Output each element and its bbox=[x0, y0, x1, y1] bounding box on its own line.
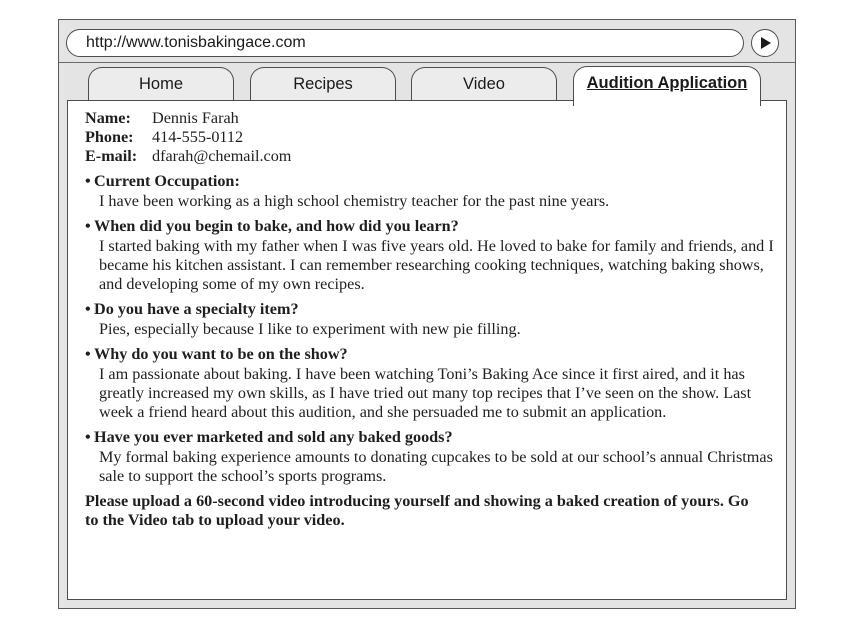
address-bar[interactable]: http://www.tonisbakingace.com bbox=[66, 29, 744, 57]
question-specialty bbox=[85, 300, 781, 339]
tab-video[interactable]: Video bbox=[411, 67, 557, 101]
question-title: Do you have a specialty item? bbox=[94, 300, 299, 318]
tab-home[interactable]: Home bbox=[88, 67, 234, 101]
play-arrow-icon bbox=[757, 35, 773, 51]
phone-value: 414-555-0112 bbox=[152, 128, 244, 146]
phone-label: Phone: bbox=[85, 128, 134, 146]
phone-row bbox=[85, 128, 781, 147]
email-label: E-mail: bbox=[85, 147, 138, 165]
question-answer: My formal baking experience amounts to donating cupcakes to be sold at our school’s annual Christmas sale to support the school’s sports programs. bbox=[99, 448, 773, 485]
question-title: Have you ever marketed and sold any baked goods? bbox=[94, 428, 453, 446]
question-answer: I have been working as a high school chemistry teacher for the past nine years. bbox=[99, 192, 610, 210]
question-why-show bbox=[85, 345, 781, 422]
email-row bbox=[85, 147, 781, 166]
question-begin-bake bbox=[85, 217, 781, 294]
tab-audition-application[interactable]: Audition Application bbox=[573, 66, 761, 106]
tabs-divider bbox=[59, 62, 795, 63]
name-value: Dennis Farah bbox=[152, 109, 239, 127]
question-occupation bbox=[85, 172, 781, 211]
question-title: Current Occupation: bbox=[94, 172, 240, 190]
email-value: dfarah@chemail.com bbox=[152, 147, 292, 165]
name-row bbox=[85, 109, 781, 128]
question-answer: I started baking with my father when I was five years old. He loved to bake for family and friends, and I became his kitchen assistant. I can remember researching cooking techniques, watching baking shows, and developing some of my own recipes. bbox=[99, 237, 774, 293]
question-marketed bbox=[85, 428, 781, 486]
bullet-marker: • bbox=[85, 217, 91, 235]
bullet-marker: • bbox=[85, 172, 91, 190]
upload-instructions: Please upload a 60-second video introducing yourself and showing a baked creation of yours. Go to the Video tab to upload your video. bbox=[85, 492, 749, 529]
name-label: Name: bbox=[85, 109, 131, 127]
question-answer: I am passionate about baking. I have been watching Toni’s Baking Ace since it first aired, and it has greatly increased my own skills, as I have tried out many top recipes that I’ve seen on the show. Last week a friend heard about this audition, and she persuaded me to submit an application. bbox=[99, 365, 752, 421]
question-title: Why do you want to be on the show? bbox=[94, 345, 348, 363]
tab-recipes[interactable]: Recipes bbox=[250, 67, 396, 101]
question-answer: Pies, especially because I like to experiment with new pie filling. bbox=[99, 320, 521, 338]
bullet-marker: • bbox=[85, 345, 91, 363]
question-title: When did you begin to bake, and how did you learn? bbox=[94, 217, 459, 235]
go-button[interactable] bbox=[751, 29, 779, 57]
application-form bbox=[67, 100, 787, 600]
browser-window bbox=[58, 19, 796, 609]
bullet-marker: • bbox=[85, 428, 91, 446]
bullet-marker: • bbox=[85, 300, 91, 318]
